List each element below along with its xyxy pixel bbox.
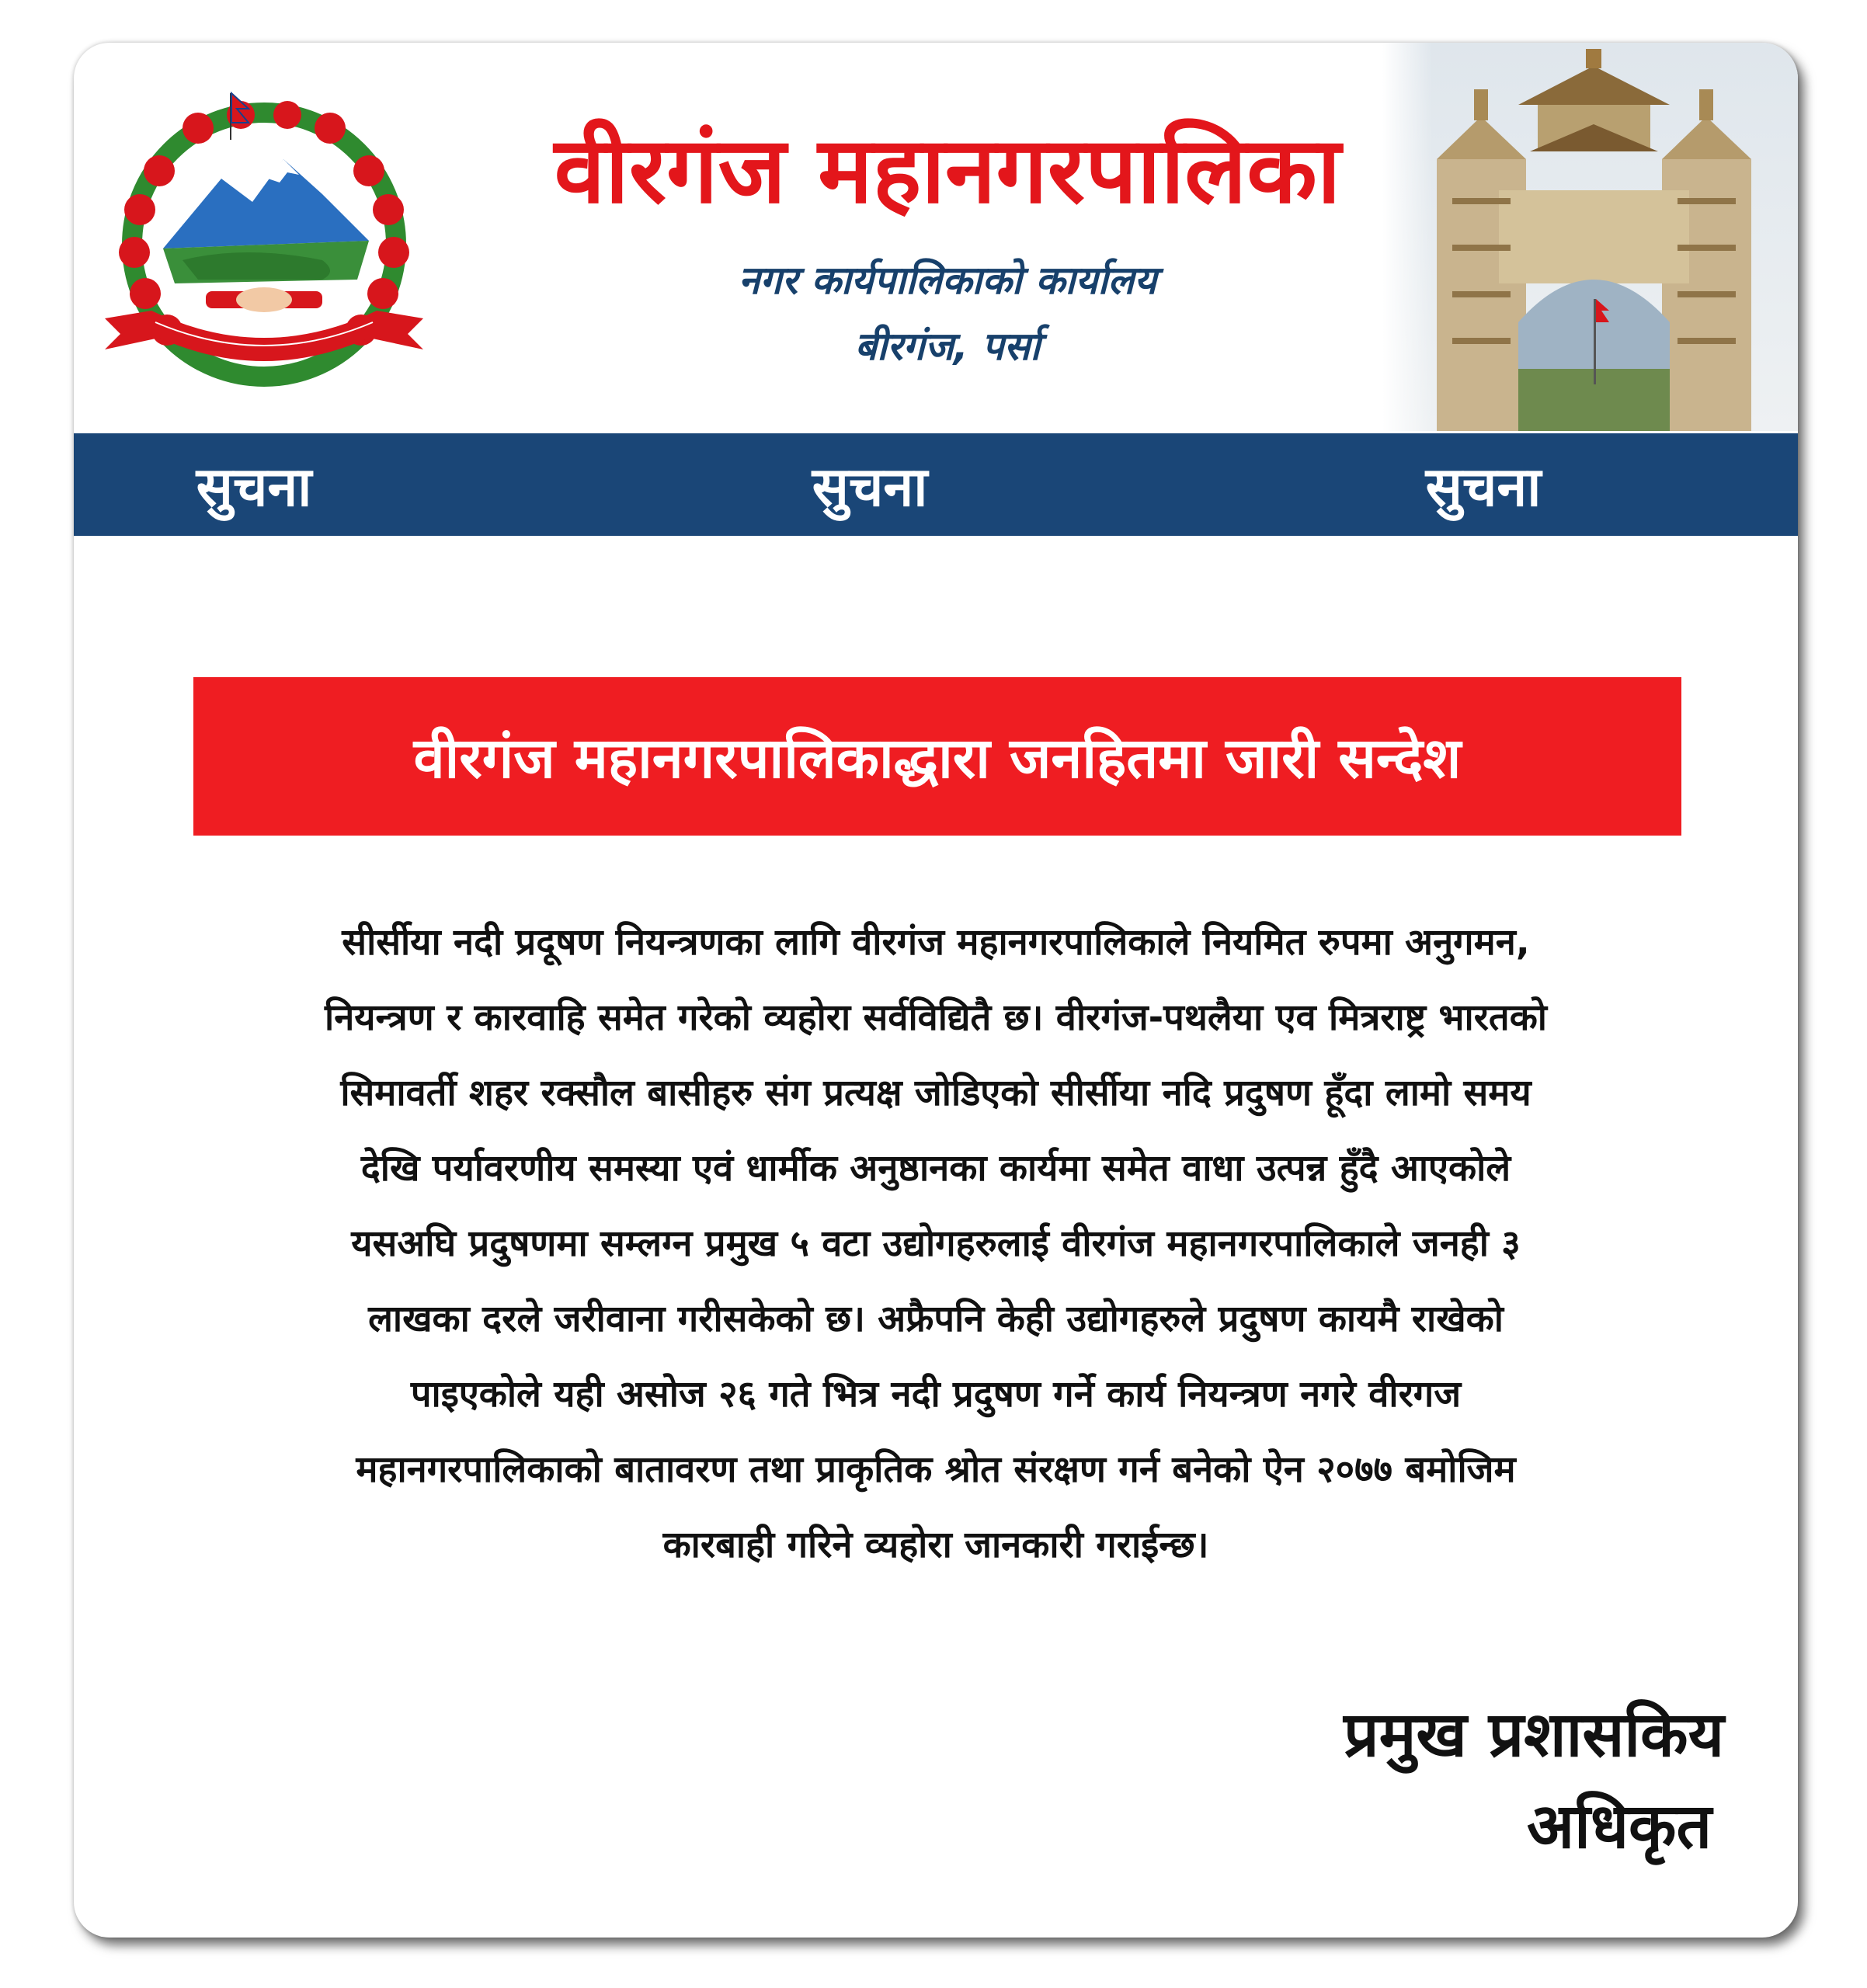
notice-line: सिमावर्ती शहर रक्सौल बासीहरु संग प्रत्यक्ष जोडिएको सीर्सीया नदि प्रदुषण हूँदा लामो समय: [340, 1072, 1531, 1114]
notice-banner: [74, 433, 1798, 536]
notice-line: कारबाही गरिने व्यहोरा जानकारी गराईन्छ।: [662, 1524, 1209, 1566]
handshake-icon: [206, 287, 322, 312]
banner-label-center: सुचना: [812, 455, 928, 519]
banner-label-right: सुचना: [1425, 455, 1542, 519]
notice-body: [89, 905, 1782, 1583]
notice-heading: वीरगंज महानगरपालिकाद्धारा जनहितमा जारी सन्देश: [193, 677, 1681, 836]
office-location: बीरगंज, पर्सा: [854, 324, 1041, 369]
banner-label-left: सुचना: [196, 455, 312, 519]
notice-line: देखि पर्यावरणीय समस्या एवं धार्मीक अनुष्ठानका कार्यमा समेत वाधा उत्पन्न हुँदै आएकोले: [360, 1147, 1511, 1190]
notice-card: [74, 43, 1798, 1938]
notice-line: यसअघि प्रदुषणमा सम्लग्न प्रमुख ५ वटा उद्योगहरुलाई वीरगंज महानगरपालिकाले जनही ३: [351, 1222, 1521, 1265]
nepal-emblem-icon: [89, 85, 439, 396]
mountain-icon: [163, 159, 369, 283]
signature-title: प्रमुख प्रशासकिय: [1344, 1698, 1724, 1771]
birgunj-gate-image: [1382, 43, 1798, 431]
ribbon-icon: [105, 311, 423, 361]
office-subtitle: नगर कार्यपालिकाको कार्यालय: [738, 258, 1157, 303]
signature-role: अधिकृत: [1526, 1790, 1712, 1862]
notice-line: सीर्सीया नदी प्रदूषण नियन्त्रणका लागि वीरगंज महानगरपालिकाले नियमित रुपमा अनुगमन,: [342, 921, 1530, 964]
signature-block: [1344, 1689, 1724, 1872]
office-title: वीरगंज महानगरपालिका: [554, 116, 1341, 224]
notice-line: नियन्त्रण र कारवाहि समेत गरेको व्यहोरा सर्वविद्यितै छ। वीरगंज-पथलैया एव मित्रराष्ट्र भारतको: [325, 996, 1547, 1039]
notice-line: लाखका दरले जरीवाना गरीसकेको छ। अफ्रैपनि केही उद्योगहरुले प्रदुषण कायमै राखेको: [368, 1298, 1504, 1340]
notice-line: पाइएकोले यही असोज २६ गते भित्र नदी प्रदुषण गर्ने कार्य नियन्त्रण नगरे वीरगज: [410, 1373, 1462, 1416]
notice-line: महानगरपालिकाको बातावरण तथा प्राकृतिक श्रोत संरक्षण गर्न बनेको ऐन २०७७ बमोजिम: [356, 1448, 1516, 1491]
